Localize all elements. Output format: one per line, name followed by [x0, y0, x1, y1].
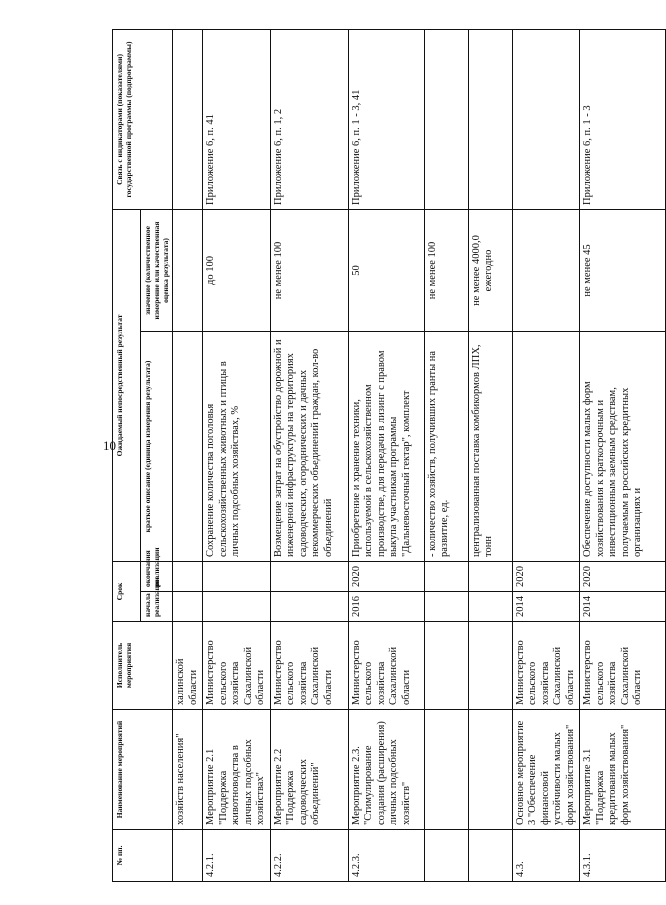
rotated-table-wrapper	[112, 30, 643, 882]
cell-start	[203, 592, 271, 622]
cell-name: Мероприятие 2.1 "Поддержка животноводства в личных подсобных хозяйствах"	[203, 710, 271, 830]
header-result: Ожидаемый непосредственный результат	[113, 209, 141, 561]
cell-link: Приложение 6, п. 1, 2	[270, 29, 348, 209]
cell-num: 4.2.1.	[203, 830, 271, 882]
cell-start: 2014	[580, 592, 666, 622]
header-result-desc: краткое описание (единица измерения результата)	[141, 331, 173, 561]
header-start: начала реализации	[141, 592, 173, 622]
cell-name: Мероприятие 3.1 "Поддержка кредитования малых форм хозяйствования"	[580, 710, 666, 830]
cell-end	[468, 561, 512, 591]
table-row	[348, 29, 424, 881]
cell-link	[173, 29, 203, 209]
cell-link: Приложение 6, п. 1 - 3, 41	[348, 29, 424, 209]
cell-num	[468, 830, 512, 882]
header-executor: Исполнитель мероприятия	[113, 622, 173, 710]
cell-end	[203, 561, 271, 591]
cell-link: Приложение 6, п. 41	[203, 29, 271, 209]
cell-start	[424, 592, 468, 622]
header-row-1	[113, 29, 141, 881]
cell-executor: Министерство сельского хозяйства Сахалинской области	[580, 622, 666, 710]
cell-link: Приложение 6, п. 1 - 3	[580, 29, 666, 209]
cell-end	[424, 561, 468, 591]
cell-desc	[512, 331, 580, 561]
cell-executor: Министерство сельского хозяйства Сахалинской области	[512, 622, 580, 710]
table-row	[468, 29, 512, 881]
cell-num	[173, 830, 203, 882]
cell-value	[512, 209, 580, 331]
cell-value: не менее 4000,0 ежегодно	[468, 209, 512, 331]
cell-start	[468, 592, 512, 622]
cell-link	[468, 29, 512, 209]
cell-start	[270, 592, 348, 622]
cell-num: 4.3.	[512, 830, 580, 882]
table-row	[512, 29, 580, 881]
cell-desc: - количество хозяйств, получивших гранты на развитие, ед.	[424, 331, 468, 561]
cell-desc	[173, 331, 203, 561]
cell-value: не менее 100	[270, 209, 348, 331]
header-term: Срок	[113, 561, 141, 621]
table-row	[580, 29, 666, 881]
header-result-value: значение (количественное измерение или качественная оценка результата)	[141, 209, 173, 331]
cell-executor: халинской области	[173, 622, 203, 710]
cell-value	[173, 209, 203, 331]
cell-executor	[424, 622, 468, 710]
cell-start: 2016	[348, 592, 424, 622]
header-name: Наименование мероприятий	[113, 710, 173, 830]
table-row	[424, 29, 468, 881]
cell-executor: Министерство сельского хозяйства Сахалинской области	[270, 622, 348, 710]
cell-name: хозяйств населения"	[173, 710, 203, 830]
cell-num: 4.2.2.	[270, 830, 348, 882]
cell-value: не менее 45	[580, 209, 666, 331]
cell-value: не менее 100	[424, 209, 468, 331]
cell-name	[468, 710, 512, 830]
cell-link	[512, 29, 580, 209]
cell-executor: Министерство сельского хозяйства Сахалинской области	[348, 622, 424, 710]
cell-end: 2020	[512, 561, 580, 591]
cell-num	[424, 830, 468, 882]
table-row	[173, 29, 203, 881]
cell-end: 2020	[348, 561, 424, 591]
cell-num: 4.2.3.	[348, 830, 424, 882]
cell-executor	[468, 622, 512, 710]
header-num: № пп.	[113, 830, 173, 882]
measures-table	[112, 29, 666, 882]
cell-value: 50	[348, 209, 424, 331]
page-number: 10	[103, 438, 116, 453]
header-end: окончания реализации	[141, 561, 173, 591]
cell-start	[173, 592, 203, 622]
cell-desc: Обеспечение доступности малых форм хозяйствования к краткосрочным и инвестиционным заемным средствам, получаемым в российских кредитных организациях и	[580, 331, 666, 561]
cell-desc: Приобретение и хранение техники, используемой в сельскохозяйственном производстве, для передачи в лизинг с правом выкупа участникам программы "Дальневосточный гектар", комплект	[348, 331, 424, 561]
cell-name: Основное мероприятие 3 "Обеспечение финансовой устойчивости малых форм хозяйствования"	[512, 710, 580, 830]
cell-name	[424, 710, 468, 830]
cell-num: 4.3.1.	[580, 830, 666, 882]
cell-desc: Возмещение затрат на обустройство дорожной и инженерной инфраструктуры на территориях садоводческих, огороднических и дачных некоммерческих объединений граждан, кол-во объединений	[270, 331, 348, 561]
cell-start: 2014	[512, 592, 580, 622]
cell-name: Мероприятие 2.2 "Поддержка садоводческих объединений"	[270, 710, 348, 830]
cell-name: Мероприятие 2.3. "Стимулирование создания (расширения) личных подсобных хозяйств"	[348, 710, 424, 830]
table-row	[203, 29, 271, 881]
table-row	[270, 29, 348, 881]
cell-end	[173, 561, 203, 591]
cell-desc: централизованная поставка комбикормов ЛПХ, тонн	[468, 331, 512, 561]
cell-desc: Сохранение количества поголовья сельскохозяйственных животных и птицы в личных подсобных хозяйствах, %	[203, 331, 271, 561]
header-link: Связь с индикаторами (показателями) государственной программы (подпрограммы)	[113, 29, 173, 209]
cell-end: 2020	[580, 561, 666, 591]
cell-value: до 100	[203, 209, 271, 331]
cell-executor: Министерство сельского хозяйства Сахалинской области	[203, 622, 271, 710]
cell-end	[270, 561, 348, 591]
cell-link	[424, 29, 468, 209]
